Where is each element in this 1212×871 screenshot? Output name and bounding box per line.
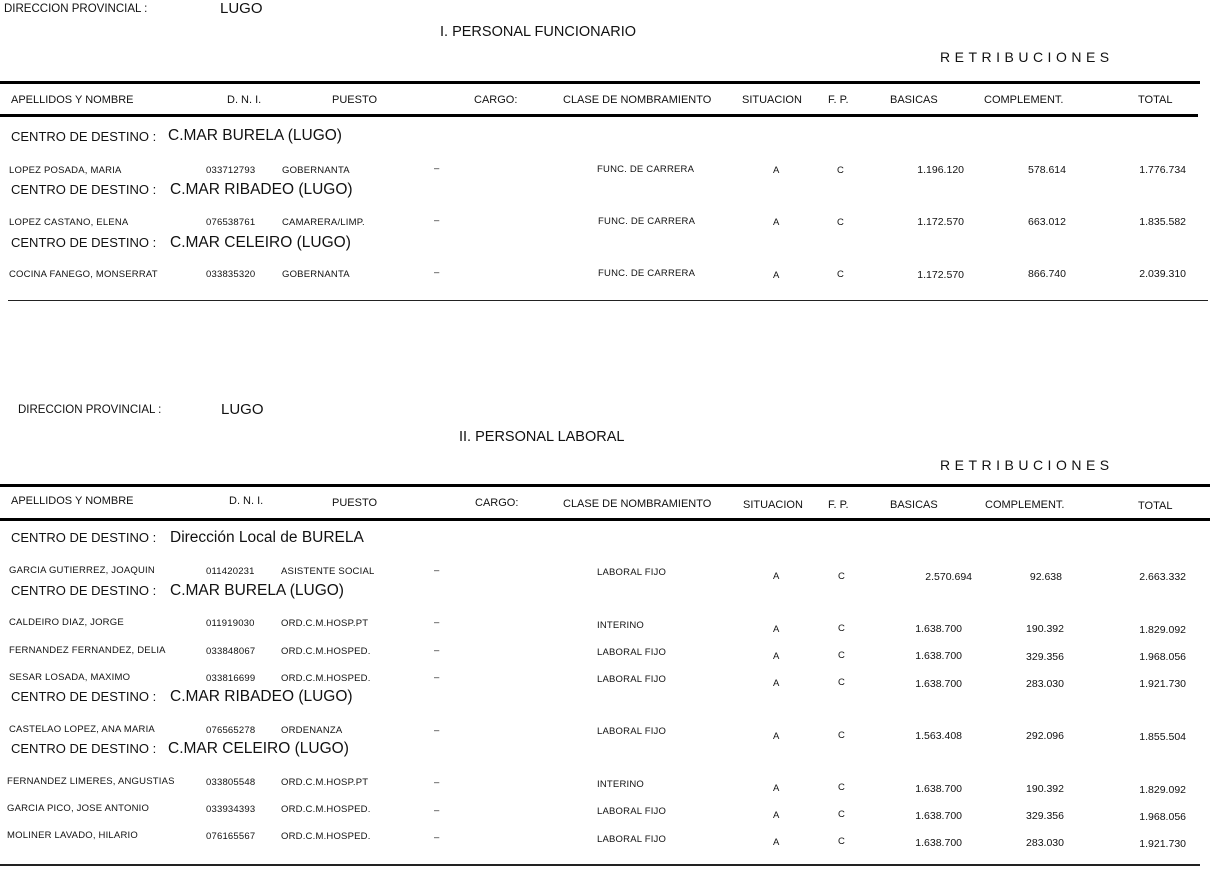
header-complement: COMPLEMENT. xyxy=(985,499,1065,511)
cell-fp: C xyxy=(837,165,845,176)
cell-apellidos: LOPEZ CASTANO, ELENA xyxy=(9,217,129,228)
cell-dni: 076565278 xyxy=(206,725,256,736)
cell-situacion: A xyxy=(773,217,780,228)
cell-apellidos: GARCIA GUTIERREZ, JOAQUIN xyxy=(9,565,155,576)
header-cargo: CARGO: xyxy=(475,497,519,509)
header-cargo: CARGO: xyxy=(474,94,518,106)
cell-clase: LABORAL FIJO xyxy=(597,806,667,817)
cell-total: 1.829.092 xyxy=(1139,624,1186,636)
centro-label: CENTRO DE DESTINO : xyxy=(11,583,157,598)
cell-puesto: ORD.C.M.HOSPED. xyxy=(281,646,371,657)
cell-cargo: – xyxy=(434,163,440,174)
cell-situacion: A xyxy=(773,678,780,689)
cell-total: 1.921.730 xyxy=(1139,678,1186,690)
cell-fp: C xyxy=(838,650,846,661)
header-apellidos: APELLIDOS Y NOMBRE xyxy=(11,94,134,106)
header-bottom-rule xyxy=(0,518,1210,521)
cell-complement: 578.614 xyxy=(1028,164,1066,176)
direccion-value: LUGO xyxy=(220,0,263,17)
cell-basicas: 1.563.408 xyxy=(915,730,962,742)
cell-complement: 283.030 xyxy=(1026,678,1064,690)
cell-apellidos: FERNANDEZ FERNANDEZ, DELIA xyxy=(9,645,166,656)
cell-clase: LABORAL FIJO xyxy=(597,726,667,737)
header-dni: D. N. I. xyxy=(227,94,262,106)
header-total: TOTAL xyxy=(1138,500,1173,512)
cell-clase: INTERINO xyxy=(597,620,644,631)
header-situacion: SITUACION xyxy=(743,499,803,511)
cell-fp: C xyxy=(838,836,846,847)
cell-situacion: A xyxy=(773,731,780,742)
cell-cargo: – xyxy=(434,832,440,843)
cell-cargo: – xyxy=(434,805,440,816)
cell-apellidos: CASTELAO LOPEZ, ANA MARIA xyxy=(9,724,155,735)
cell-dni: 033835320 xyxy=(206,269,256,280)
cell-basicas: 1.638.700 xyxy=(915,650,962,662)
retribuciones-label: RETRIBUCIONES xyxy=(940,49,1114,65)
cell-apellidos: COCINA FANEGO, MONSERRAT xyxy=(9,269,158,280)
cell-fp: C xyxy=(838,623,846,634)
cell-total: 1.968.056 xyxy=(1139,811,1186,823)
header-fp: F. P. xyxy=(828,499,849,511)
cell-total: 2.039.310 xyxy=(1139,268,1186,280)
cell-puesto: ASISTENTE SOCIAL xyxy=(281,566,375,577)
cell-apellidos: LOPEZ POSADA, MARIA xyxy=(9,165,122,176)
centro-name: C.MAR CELEIRO (LUGO) xyxy=(170,234,351,251)
cell-basicas: 1.638.700 xyxy=(915,678,962,690)
centro-name: C.MAR BURELA (LUGO) xyxy=(170,582,344,599)
cell-cargo: – xyxy=(434,725,440,736)
cell-fp: C xyxy=(838,730,846,741)
cell-situacion: A xyxy=(773,624,780,635)
cell-clase: FUNC. DE CARRERA xyxy=(598,268,696,279)
cell-complement: 329.356 xyxy=(1026,810,1064,822)
retribuciones-label: RETRIBUCIONES xyxy=(940,457,1114,473)
cell-complement: 866.740 xyxy=(1028,268,1066,280)
cell-dni: 076165567 xyxy=(206,831,256,842)
cell-total: 1.835.582 xyxy=(1139,216,1186,228)
cell-dni: 033848067 xyxy=(206,646,256,657)
cell-puesto: ORD.C.M.HOSP.PT xyxy=(281,618,369,629)
cell-apellidos: CALDEIRO DIAZ, JORGE xyxy=(9,617,124,628)
cell-dni: 033816699 xyxy=(206,673,256,684)
centro-label: CENTRO DE DESTINO : xyxy=(11,689,157,704)
centro-label: CENTRO DE DESTINO : xyxy=(11,741,157,756)
cell-cargo: – xyxy=(434,617,440,628)
header-dni: D. N. I. xyxy=(229,495,264,507)
cell-apellidos: FERNANDEZ LIMERES, ANGUSTIAS xyxy=(7,776,175,787)
section-title: II. PERSONAL LABORAL xyxy=(459,429,625,445)
cell-complement: 329.356 xyxy=(1026,651,1064,663)
cell-apellidos: MOLINER LAVADO, HILARIO xyxy=(7,830,138,841)
cell-complement: 92.638 xyxy=(1029,571,1062,583)
cell-puesto: ORD.C.M.HOSPED. xyxy=(281,673,371,684)
centro-name: C.MAR RIBADEO (LUGO) xyxy=(170,688,353,705)
cell-apellidos: SESAR LOSADA, MAXIMO xyxy=(9,672,131,683)
cell-cargo: – xyxy=(434,672,440,683)
cell-puesto: GOBERNANTA xyxy=(282,165,350,176)
header-puesto: PUESTO xyxy=(332,497,378,509)
cell-total: 2.663.332 xyxy=(1139,571,1186,583)
cell-apellidos: GARCIA PICO, JOSE ANTONIO xyxy=(7,803,150,814)
cell-situacion: A xyxy=(773,651,780,662)
cell-situacion: A xyxy=(773,571,780,582)
header-basicas: BASICAS xyxy=(890,499,938,511)
cell-cargo: – xyxy=(434,267,440,278)
cell-fp: C xyxy=(838,782,846,793)
cell-basicas: 1.638.700 xyxy=(915,783,962,795)
cell-total: 1.776.734 xyxy=(1139,164,1186,176)
cell-complement: 283.030 xyxy=(1026,837,1064,849)
cell-situacion: A xyxy=(773,810,780,821)
direccion-label: DIRECCION PROVINCIAL : xyxy=(18,404,162,416)
cell-clase: INTERINO xyxy=(597,779,644,790)
header-complement: COMPLEMENT. xyxy=(984,94,1064,106)
header-situacion: SITUACION xyxy=(742,94,802,106)
cell-clase: LABORAL FIJO xyxy=(597,834,667,845)
cell-situacion: A xyxy=(773,165,780,176)
cell-total: 1.968.056 xyxy=(1139,651,1186,663)
cell-clase: LABORAL FIJO xyxy=(597,647,667,658)
section-title: I. PERSONAL FUNCIONARIO xyxy=(440,24,637,40)
cell-basicas: 1.172.570 xyxy=(917,269,964,281)
cell-puesto: GOBERNANTA xyxy=(282,269,350,280)
centro-name: C.MAR RIBADEO (LUGO) xyxy=(170,181,353,198)
cell-basicas: 1.172.570 xyxy=(917,216,964,228)
cell-fp: C xyxy=(837,217,845,228)
cell-cargo: – xyxy=(434,777,440,788)
cell-dni: 033805548 xyxy=(206,777,256,788)
cell-clase: FUNC. DE CARRERA xyxy=(598,216,696,227)
cell-clase: LABORAL FIJO xyxy=(597,674,667,685)
header-puesto: PUESTO xyxy=(332,94,378,106)
cell-puesto: ORD.C.M.HOSPED. xyxy=(281,804,371,815)
cell-dni: 033934393 xyxy=(206,804,256,815)
cell-puesto: CAMARERA/LIMP. xyxy=(282,217,365,228)
direccion-label: DIRECCION PROVINCIAL : xyxy=(4,3,148,15)
cell-cargo: – xyxy=(434,215,440,226)
cell-dni: 076538761 xyxy=(206,217,256,228)
cell-basicas: 1.196.120 xyxy=(917,164,964,176)
header-total: TOTAL xyxy=(1138,94,1173,106)
header-basicas: BASICAS xyxy=(890,94,938,106)
header-top-rule xyxy=(0,484,1210,487)
header-clase: CLASE DE NOMBRAMIENTO xyxy=(563,94,712,106)
header-bottom-rule xyxy=(0,114,1198,117)
cell-situacion: A xyxy=(773,783,780,794)
section-end-rule xyxy=(8,300,1208,301)
centro-name: Dirección Local de BURELA xyxy=(170,529,364,546)
direccion-value: LUGO xyxy=(221,401,264,418)
cell-complement: 190.392 xyxy=(1026,623,1064,635)
cell-total: 1.921.730 xyxy=(1139,838,1186,850)
centro-name: C.MAR BURELA (LUGO) xyxy=(168,127,342,144)
centro-label: CENTRO DE DESTINO : xyxy=(11,530,157,545)
header-clase: CLASE DE NOMBRAMIENTO xyxy=(563,498,712,510)
cell-fp: C xyxy=(838,571,846,582)
centro-name: C.MAR CELEIRO (LUGO) xyxy=(168,740,349,757)
header-fp: F. P. xyxy=(828,94,849,106)
cell-puesto: ORD.C.M.HOSP.PT xyxy=(281,777,369,788)
centro-label: CENTRO DE DESTINO : xyxy=(11,129,157,144)
cell-cargo: – xyxy=(434,565,440,576)
cell-basicas: 1.638.700 xyxy=(915,623,962,635)
cell-total: 1.855.504 xyxy=(1139,731,1186,743)
section-end-rule xyxy=(0,864,1200,866)
cell-clase: FUNC. DE CARRERA xyxy=(597,164,695,175)
cell-situacion: A xyxy=(773,837,780,848)
cell-cargo: – xyxy=(434,645,440,656)
cell-total: 1.829.092 xyxy=(1139,784,1186,796)
cell-dni: 033712793 xyxy=(206,165,256,176)
cell-situacion: A xyxy=(773,270,780,281)
cell-fp: C xyxy=(838,677,846,688)
header-apellidos: APELLIDOS Y NOMBRE xyxy=(11,495,134,507)
cell-complement: 292.096 xyxy=(1026,730,1064,742)
cell-clase: LABORAL FIJO xyxy=(597,567,667,578)
cell-basicas: 1.638.700 xyxy=(915,810,962,822)
cell-puesto: ORDENANZA xyxy=(281,725,343,736)
centro-label: CENTRO DE DESTINO : xyxy=(11,235,157,250)
cell-basicas: 2.570.694 xyxy=(925,571,972,583)
cell-puesto: ORD.C.M.HOSPED. xyxy=(281,831,371,842)
cell-complement: 663.012 xyxy=(1028,216,1066,228)
cell-fp: C xyxy=(838,809,846,820)
header-top-rule xyxy=(0,81,1200,84)
cell-complement: 190.392 xyxy=(1026,783,1064,795)
cell-dni: 011919030 xyxy=(206,618,255,629)
cell-dni: 011420231 xyxy=(206,566,255,577)
centro-label: CENTRO DE DESTINO : xyxy=(11,182,157,197)
cell-basicas: 1.638.700 xyxy=(915,837,962,849)
cell-fp: C xyxy=(837,269,845,280)
